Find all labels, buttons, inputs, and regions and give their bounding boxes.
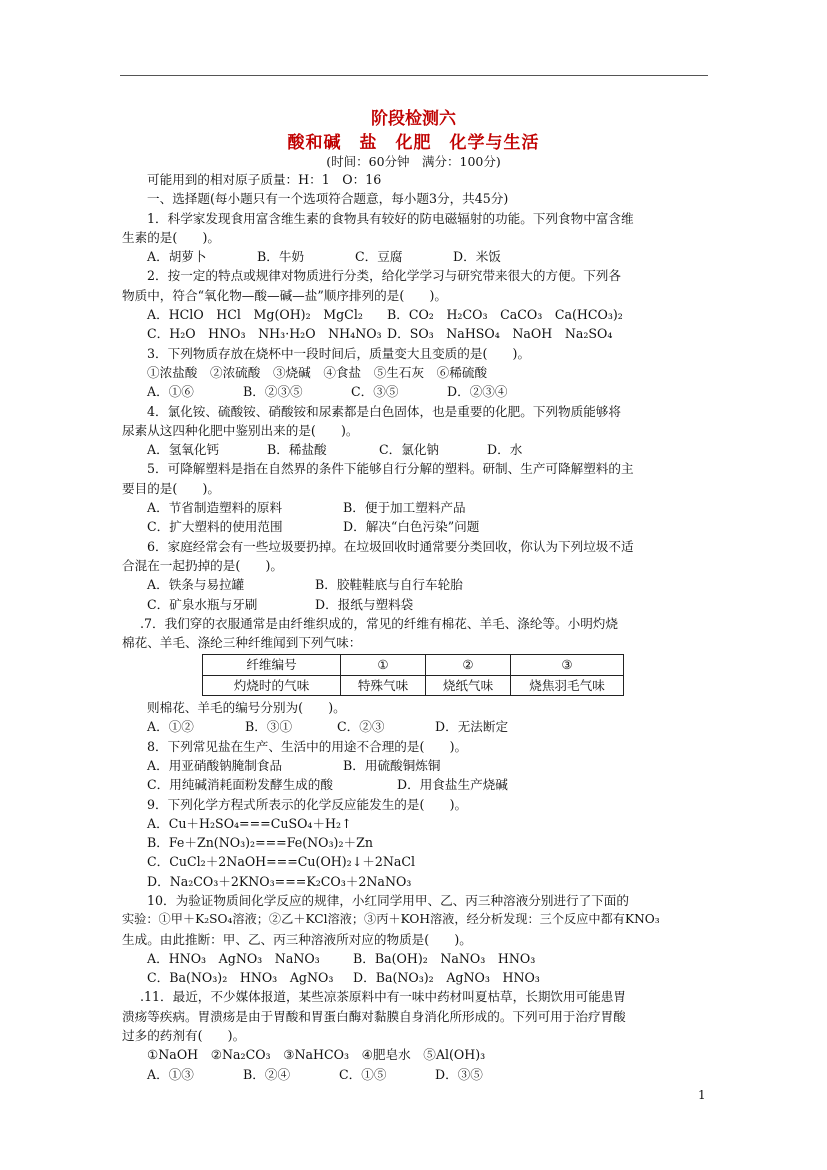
document-title: 阶段检测六 bbox=[371, 109, 456, 129]
q9-stem: 9．下列化学方程式所表示的化学反应能发生的是( )。 bbox=[147, 796, 468, 812]
q3-options bbox=[122, 382, 708, 401]
q10-option-c: C．Ba(NO₃)₂ HNO₃ AgNO₃ bbox=[147, 970, 334, 986]
q8-option-c: C．用纯碱消耗面粉发酵生成的酸 bbox=[147, 777, 333, 793]
q5-option-b: B．便于加工塑料产品 bbox=[343, 500, 466, 516]
q6-stem: 6．家庭经常会有一些垃圾要扔掉。在垃圾回收时通常要分类回收，你认为下列垃圾不适 bbox=[147, 538, 634, 554]
q7-stem-cont: 棉花、羊毛、涤纶三种纤维闻到下列气味： bbox=[122, 635, 362, 651]
q11-option-c: C．①⑤ bbox=[339, 1066, 387, 1082]
q6-option-a: A．铁条与易拉罐 bbox=[147, 577, 245, 593]
q11-stem: .11．最近，不少媒体报道，某些凉茶原料中有一味中药材叫夏枯草，长期饮用可能患胃 bbox=[140, 989, 626, 1005]
table-header-cell: ③ bbox=[511, 655, 624, 675]
q9-option-d: D．Na₂CO₃＋2KNO₃===K₂CO₃＋2NaNO₃ bbox=[147, 873, 412, 889]
table-row bbox=[203, 675, 624, 695]
q1-stem: 1．科学家发现食用富含维生素的食物具有较好的防电磁辐射的功能。下列食物中富含维 bbox=[147, 210, 634, 226]
question-body bbox=[122, 170, 708, 1084]
q9-option-a: A．Cu＋H₂SO₄===CuSO₄＋H₂↑ bbox=[147, 815, 352, 831]
q5-options-ab bbox=[122, 498, 708, 517]
q6-options-ab bbox=[122, 575, 708, 594]
q11-stem-question: 过多的药剂有( )。 bbox=[122, 1028, 246, 1044]
q11-option-b: B．②④ bbox=[243, 1066, 291, 1082]
q3-option-b: B．②③⑤ bbox=[243, 384, 303, 400]
q11-items: ①NaOH ②Na₂CO₃ ③NaHCO₃ ④肥皂水 ⑤Al(OH)₃ bbox=[147, 1047, 486, 1063]
time-info: (时间：60分钟 满分：100分) bbox=[326, 154, 501, 169]
q1-option-b: B．牛奶 bbox=[257, 249, 305, 265]
q3-option-c: C．③⑤ bbox=[351, 384, 399, 400]
q4-options bbox=[122, 440, 708, 459]
q6-stem-cont: 合混在一起扔掉的是( )。 bbox=[122, 557, 283, 573]
q3-option-d: D．②③④ bbox=[447, 384, 508, 400]
q4-option-b: B．稀盐酸 bbox=[267, 442, 327, 458]
q8-stem: 8．下列常见盐在生产、生活中的用途不合理的是( )。 bbox=[147, 738, 468, 754]
q2-option-d: D．SO₃ NaHSO₄ NaOH Na₂SO₄ bbox=[387, 326, 613, 342]
q7-options bbox=[122, 717, 708, 736]
q2-options-cd bbox=[122, 324, 708, 343]
q8-options-cd bbox=[122, 775, 708, 794]
table-cell: 烧焦羽毛气味 bbox=[511, 675, 624, 695]
table-cell: 特殊气味 bbox=[341, 675, 426, 695]
q2-stem-cont: 物质中，符合“氧化物—酸—碱—盐”顺序排列的是( )。 bbox=[122, 287, 447, 303]
q3-option-a: A．①⑥ bbox=[147, 384, 194, 400]
q1-option-a: A．胡萝卜 bbox=[147, 249, 207, 265]
q2-option-b: B．CO₂ H₂CO₃ CaCO₃ Ca(HCO₃)₂ bbox=[387, 307, 623, 323]
q8-options-ab bbox=[122, 756, 708, 775]
q6-option-b: B．胶鞋鞋底与自行车轮胎 bbox=[315, 577, 463, 593]
q1-option-d: D．米饭 bbox=[453, 249, 501, 265]
q5-option-d: D．解决“白色污染”问题 bbox=[343, 519, 480, 535]
q5-stem-cont: 要目的是( )。 bbox=[122, 480, 220, 496]
q2-options-ab bbox=[122, 305, 708, 324]
table-header-cell: ② bbox=[426, 655, 511, 675]
q9-option-c: C．CuCl₂＋2NaOH===Cu(OH)₂↓＋2NaCl bbox=[147, 854, 416, 870]
q10-option-b: B．Ba(OH)₂ NaNO₃ HNO₃ bbox=[353, 950, 536, 966]
q5-option-a: A．节省制造塑料的原料 bbox=[147, 500, 283, 516]
table-cell: 灼烧时的气味 bbox=[203, 675, 341, 695]
q2-option-a: A．HClO HCl Mg(OH)₂ MgCl₂ bbox=[147, 307, 363, 323]
q10-option-d: D．Ba(NO₃)₂ AgNO₃ HNO₃ bbox=[353, 970, 540, 986]
table-header-row bbox=[203, 655, 624, 675]
q8-option-b: B．用硫酸铜炼铜 bbox=[343, 757, 441, 773]
table-header-cell: ① bbox=[341, 655, 426, 675]
q2-stem: 2．按一定的特点或规律对物质进行分类，给化学学习与研究带来很大的方便。下列各 bbox=[147, 268, 621, 284]
q10-stem: 10．为验证物质间化学反应的规律，小红同学用甲、乙、丙三种溶液分别进行了下面的 bbox=[147, 892, 629, 908]
q4-option-d: D．水 bbox=[487, 442, 523, 458]
q1-options bbox=[122, 247, 708, 266]
q7-option-a: A．①② bbox=[147, 719, 194, 735]
q7-stem-question: 则棉花、羊毛的编号分别为( )。 bbox=[147, 700, 346, 716]
header-rule bbox=[120, 75, 708, 76]
q2-option-c: C．H₂O HNO₃ NH₃·H₂O NH₄NO₃ bbox=[147, 326, 382, 342]
q7-option-b: B．③① bbox=[245, 719, 293, 735]
table-cell: 烧纸气味 bbox=[426, 675, 511, 695]
q1-stem-cont: 生素的是( )。 bbox=[122, 229, 220, 245]
q3-items: ①浓盐酸 ②浓硫酸 ③烧碱 ④食盐 ⑤生石灰 ⑥稀硫酸 bbox=[147, 364, 488, 380]
q6-option-c: C．矿泉水瓶与牙刷 bbox=[147, 596, 258, 612]
q6-option-d: D．报纸与塑料袋 bbox=[315, 596, 414, 612]
q8-option-d: D．用食盐生产烧碱 bbox=[397, 777, 508, 793]
q10-options-ab bbox=[122, 949, 708, 968]
q4-stem: 4．氯化铵、硫酸铵、硝酸铵和尿素都是白色固体，也是重要的化肥。下列物质能够将 bbox=[147, 403, 621, 419]
q4-stem-cont: 尿素从这四种化肥中鉴别出来的是( )。 bbox=[122, 422, 359, 438]
q7-option-d: D．无法断定 bbox=[435, 719, 509, 735]
q10-stem-cont: 实验：①甲＋K₂SO₄溶液；②乙＋KCl溶液；③丙＋KOH溶液，经分析发现：三个反应中都有KNO₃ bbox=[122, 912, 660, 927]
q3-stem: 3．下列物质存放在烧杯中一段时间后，质量变大且变质的是( )。 bbox=[147, 345, 531, 361]
q5-stem: 5．可降解塑料是指在自然界的条件下能够自行分解的塑料。研制、生产可降解塑料的主 bbox=[147, 461, 634, 477]
q5-options-cd bbox=[122, 517, 708, 536]
q11-option-a: A．①③ bbox=[147, 1066, 194, 1082]
q11-option-d: D．③⑤ bbox=[435, 1066, 483, 1082]
fiber-table bbox=[202, 654, 624, 696]
q11-stem-cont: 溃疡等疾病。胃溃疡是由于胃酸和胃蛋白酶对黏膜自身消化所形成的。下列可用于治疗胃酸 bbox=[122, 1008, 626, 1024]
q11-options bbox=[122, 1065, 708, 1084]
q9-option-b: B．Fe＋Zn(NO₃)₂===Fe(NO₃)₂＋Zn bbox=[147, 835, 373, 851]
document-subtitle: 酸和碱 盐 化肥 化学与生活 bbox=[287, 133, 540, 153]
q7-stem: .7．我们穿的衣服通常是由纤维织成的，常见的纤维有棉花、羊毛、涤纶等。小明灼烧 bbox=[140, 615, 618, 631]
q10-options-cd bbox=[122, 968, 708, 987]
q7-option-c: C．②③ bbox=[337, 719, 385, 735]
table-header-cell: 纤维编号 bbox=[203, 655, 341, 675]
q1-option-c: C．豆腐 bbox=[355, 249, 403, 265]
section-heading: 一、选择题(每小题只有一个选项符合题意，每小题3分，共45分) bbox=[147, 191, 509, 207]
q8-option-a: A．用亚硝酸钠腌制食品 bbox=[147, 757, 283, 773]
q6-options-cd bbox=[122, 595, 708, 614]
q4-option-c: C．氯化钠 bbox=[379, 442, 440, 458]
atomic-masses: 可能用到的相对原子质量：H：1 O：16 bbox=[147, 172, 382, 187]
page-number: 1 bbox=[698, 1088, 706, 1102]
q10-stem-question: 生成。由此推断：甲、乙、丙三种溶液所对应的物质是( )。 bbox=[122, 931, 472, 947]
q4-option-a: A．氢氧化钙 bbox=[147, 442, 220, 458]
q5-option-c: C．扩大塑料的使用范围 bbox=[147, 519, 283, 535]
q10-option-a: A．HNO₃ AgNO₃ NaNO₃ bbox=[147, 950, 320, 966]
